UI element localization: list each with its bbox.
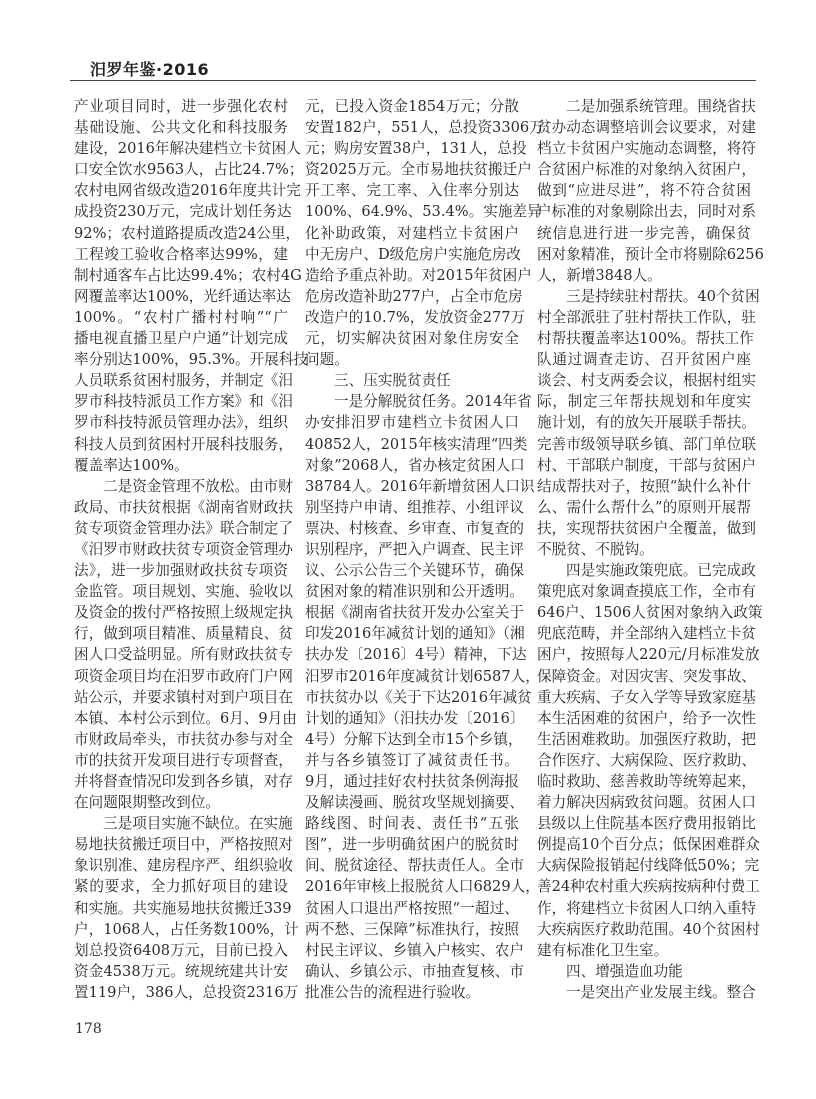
text-line: 率分别达100%，95.3%。开展科技 (74, 351, 309, 369)
text-line: 改造户的10.7%，发放资金277万 (305, 308, 526, 326)
text-line: 困人口受益明显。所有财政扶贫专 (74, 646, 293, 664)
text-line: 在问题限期整改到位。 (74, 794, 220, 812)
text-line: 38784人。2016年新增贫困人口识 (305, 477, 535, 495)
text-line: 并将督查情况印发到各乡镇，对存 (74, 773, 293, 790)
text-line: 图”，进一步明确贫困户的脱贫时 (305, 836, 519, 854)
text-line: 和实施。共实施易地扶贫搬迁339 (74, 899, 292, 917)
text-line: 谈会、村支两委会议，根据村组实 (537, 372, 756, 390)
text-line: 站公示，并要求镇村对到户项目在 (74, 688, 293, 706)
text-line: 金监管。项目规划、实施、验收以 (74, 583, 293, 601)
text-line: 行，做到项目精准、质量精良、贫 (74, 625, 293, 643)
text-line: 92%；农村道路提质改造24公里， (74, 224, 301, 242)
text-line: 完善市级领导联乡镇、部门单位联 (537, 435, 756, 453)
text-line: 不脱贫、不脱钩。 (537, 540, 654, 558)
text-line: 法》，进一步加强财政扶贫专项资 (74, 562, 288, 580)
text-line: 罗市科技特派员工作方案》和《汨 (74, 393, 293, 411)
text-line: 市的扶贫开发项目进行专项督查， (74, 751, 293, 769)
text-line: 统信息进行进一步完善，确保贫 (537, 224, 751, 242)
text-line: 覆盖率达100%。 (74, 456, 189, 474)
text-line: 路线图、时间表、责任书“五张 (305, 815, 519, 833)
text-line: 村、干部联户制度，干部与贫困户 (537, 456, 756, 474)
text-line: 临时救助、慈善救助等统筹起来， (537, 773, 756, 790)
text-line: 4号）分解下达到全市15个乡镇， (305, 730, 523, 748)
text-line: 二是资金管理不放松。由市财 (103, 477, 293, 495)
text-line: 产业项目同时，进一步强化农村 (74, 98, 288, 115)
text-line: 善24种农村重大疾病按病种付费工 (537, 878, 760, 896)
text-line: 危房改造补助277户，占全市危房 (305, 287, 523, 305)
text-line: 兜底范畴，并全部纳入建档立卡贫 (537, 625, 756, 643)
text-line: 村全部派驻了驻村帮扶工作队，驻 (537, 308, 756, 326)
text-line: 市财政局牵头，市扶贫办参与对全 (74, 730, 293, 748)
paragraph (537, 286, 760, 560)
text-line: 扶办发〔2016〕4号）精神，下达 (305, 646, 527, 664)
text-line: 合作医疗、大病保险、医疗救助、 (537, 751, 756, 769)
text-line: 扶，实现帮扶贫困户全覆盖，做到 (537, 519, 756, 537)
text-line: 着力解决因病致贫问题。贫困人口 (537, 794, 756, 812)
text-line: 两不愁、三保障”标准执行，按照 (305, 920, 519, 938)
paragraph (74, 476, 297, 814)
text-line: 户标准的对象剔除出去，同时对系 (537, 203, 756, 221)
text-line: 四、增强造血功能 (566, 962, 683, 980)
text-line: 票决、村核查、乡审查、市复查的 (305, 519, 524, 537)
text-line: 困对象精准，预计全市将剔除6256 (537, 245, 764, 263)
text-line: 户，1068人，占任务数100%，计 (74, 920, 299, 938)
text-line: 播电视直播卫星户户通”计划完成 (74, 330, 288, 348)
text-line: 三是项目实施不缺位。在实施 (103, 815, 293, 833)
text-line: 政局、市扶贫根据《湖南省财政扶 (74, 498, 293, 516)
text-line: 对象”2068人，省办核定贫困人口 (305, 456, 525, 474)
text-line: 资金4538万元。统规统建共计安 (74, 962, 288, 980)
text-line: 贫专项资金管理办法》联合制定了 (74, 519, 293, 537)
text-line: 基础设施、公共文化和科技服务 (74, 119, 288, 137)
text-line: 及资金的拨付严格按照上级规定执 (74, 604, 293, 622)
text-line: 议、公示公告三个关键环节，确保 (305, 562, 524, 580)
text-line: 队通过调查走访、召开贫困户座 (537, 351, 751, 369)
text-line: 中无房户、D级危房户实施危房改 (305, 245, 522, 263)
paragraph (537, 982, 756, 1003)
text-line: 并与各乡镇签订了减贫责任书。 (305, 751, 519, 769)
text-line: 计划的通知》（汨扶办发〔2016〕 (305, 709, 525, 727)
running-header-title: 汨罗年鉴·2016 (90, 60, 210, 79)
text-line: 村民主评议、乡镇入户核实、农户 (305, 941, 524, 959)
text-line: 问题。 (305, 351, 349, 369)
paragraph (74, 96, 309, 476)
text-line: 合贫困户标准的对象纳入贫困户， (537, 161, 756, 179)
text-line: 网覆盖率达100%，光纤通达率达 (74, 287, 291, 305)
text-line: 建设，2016年解决建档立卡贫困人 (74, 140, 301, 158)
text-line: 贫办动态调整培训会议要求，对建 (537, 119, 756, 137)
text-line: 二是加强系统管理。围绕省扶 (566, 98, 756, 115)
text-line: 结成帮扶对子，按照“缺什么补什 (537, 477, 751, 495)
text-line: 印发2016年减贫计划的通知》（湘 (305, 625, 525, 643)
text-line: 《汨罗市财政扶贫专项资金管理办 (74, 540, 293, 558)
text-line: 汨罗市2016年度减贫计划6587人， (305, 667, 540, 685)
text-line: 化补助政策，对建档立卡贫困户 (305, 224, 519, 242)
text-line: 县级以上住院基本医疗费用报销比 (537, 815, 756, 833)
text-line: 间、脱贫途径、帮扶责任人。全市 (305, 857, 524, 875)
header-divider (70, 80, 756, 81)
text-line: 根据《湖南省扶贫开发办公室关于 (305, 604, 524, 622)
text-line: 100%。“农村广播村村响”“广 (74, 308, 288, 326)
text-line: 成投资230万元，完成计划任务达 (74, 203, 292, 221)
text-line: 贫困对象的精准识别和公开透明。 (305, 583, 524, 601)
text-line: 做到“应进尽进”，将不符合贫困 (537, 182, 751, 200)
text-line: 三是持续驻村帮扶。40个贫困 (566, 287, 760, 305)
text-line: 农村电网省级改造2016年度共计完 (74, 182, 301, 200)
text-line: 生活困难救助。加强医疗救助，把 (537, 730, 756, 748)
text-line: 置119户，386人，总投资2316万 (74, 983, 299, 1001)
text-line: 一是分解脱贫任务。2014年省 (334, 393, 532, 411)
text-line: 制村通客车占比达99.4%；农村4G (74, 266, 302, 284)
text-line: 开工率、完工率、入住率分别达 (305, 182, 519, 200)
text-line: 本镇、本村公示到位。6月、9月由 (74, 709, 297, 727)
section-heading (305, 370, 519, 391)
text-line: 作，将建档立卡贫困人口纳入重特 (537, 899, 756, 917)
text-line: 批准公告的流程进行验收。 (305, 983, 481, 1001)
text-line: 市扶贫办以《关于下达2016年减贫 (305, 688, 532, 706)
text-line: 识别程序，严把入户调查、民主评 (305, 540, 524, 558)
paragraph (74, 813, 299, 1003)
text-line: 紧的要求，全力抓好项目的建设 (74, 878, 288, 896)
text-line: 2016年审核上报脱贫人口6829人， (305, 878, 540, 896)
paragraph (537, 96, 764, 286)
paragraph (305, 96, 544, 370)
text-line: 口安全饮水9563人，占比24.7%； (74, 161, 304, 179)
text-line: 村帮扶覆盖率达100%。帮扶工作 (537, 330, 754, 348)
text-line: 档立卡贫困户实施动态调整，将符 (537, 140, 756, 158)
text-line: 例提高10个百分点；低保困难群众 (537, 836, 760, 854)
text-line: 元；购房安置38户，131人，总投 (305, 140, 527, 158)
text-line: 别坚持户申请、组推荐、小组评议 (305, 498, 524, 516)
text-line: 人员联系贫困村服务，并制定《汨 (74, 372, 293, 390)
text-line: 资2025万元。全市易地扶贫搬迁户 (305, 161, 532, 179)
text-line: 人，新增3848人。 (537, 266, 662, 284)
text-line: 保障资金。对因灾害、突发事故、 (537, 667, 756, 685)
text-line: 么、需什么帮什么”的原则开展帮 (537, 498, 751, 516)
text-line: 划总投资6408万元，目前已投入 (74, 941, 288, 959)
text-line: 工程竣工验收合格率达99%，建 (74, 245, 288, 263)
text-line: 四是实施政策兜底。已完成政 (566, 562, 756, 580)
section-heading (537, 961, 751, 982)
text-line: 元，已投入资金1854万元；分散 (305, 98, 519, 115)
text-line: 施计划，有的放矢开展联手帮扶。 (537, 414, 756, 432)
text-line: 罗市科技特派员管理办法》，组织 (74, 414, 288, 432)
text-line: 安置182户，551人，总投资3306万 (305, 119, 544, 137)
text-line: 易地扶贫搬迁项目中，严格按照对 (74, 836, 293, 854)
text-line: 困户，按照每人220元/月标准发放 (537, 646, 760, 664)
text-line: 造给予重点补助。对2015年贫困户 (305, 266, 532, 284)
text-line: 元，切实解决贫困对象住房安全 (305, 330, 519, 348)
text-column-3 (537, 96, 764, 1003)
text-column-1 (74, 96, 309, 1003)
paragraph (305, 391, 540, 1003)
text-line: 确认、乡镇公示、市抽查复核、市 (305, 962, 524, 980)
text-line: 重大疾病、子女入学等导致家庭基 (537, 688, 756, 706)
text-line: 际，制定三年帮扶规划和年度实 (537, 393, 751, 411)
text-line: 一是突出产业发展主线。整合 (566, 983, 756, 1001)
text-line: 三、压实脱贫责任 (334, 372, 451, 390)
text-line: 本生活困难的贫困户，给予一次性 (537, 709, 756, 727)
text-line: 办安排汨罗市建档立卡贫困人口 (305, 414, 519, 432)
text-line: 大疾病医疗救助范围。40个贫困村 (537, 920, 760, 938)
text-line: 科技人员到贫困村开展科技服务， (74, 435, 293, 453)
paragraph (537, 560, 763, 961)
text-column-2 (305, 96, 544, 1003)
text-line: 象识别准、建房程序严、组织验收 (74, 857, 293, 875)
text-line: 9月，通过挂好农村扶贫条例海报 (305, 773, 519, 790)
text-line: 100%、64.9%、53.4%。实施差异 (305, 203, 542, 221)
text-line: 40852人，2015年核实清理“四类 (305, 435, 528, 453)
page-number: 178 (75, 1021, 102, 1037)
text-line: 策兜底对象调查摸底工作，全市有 (537, 583, 756, 601)
text-line: 项资金项目均在汨罗市政府门户网 (74, 667, 293, 685)
text-line: 大病保险报销起付线降低50%；完 (537, 857, 760, 875)
text-line: 及解读漫画、脱贫攻坚规划摘要、 (305, 794, 524, 812)
text-line: 646户、1506人贫困对象纳入政策 (537, 604, 763, 622)
text-line: 贫困人口退出严格按照“一超过、 (305, 899, 519, 917)
text-line: 建有标准化卫生室。 (537, 941, 669, 959)
